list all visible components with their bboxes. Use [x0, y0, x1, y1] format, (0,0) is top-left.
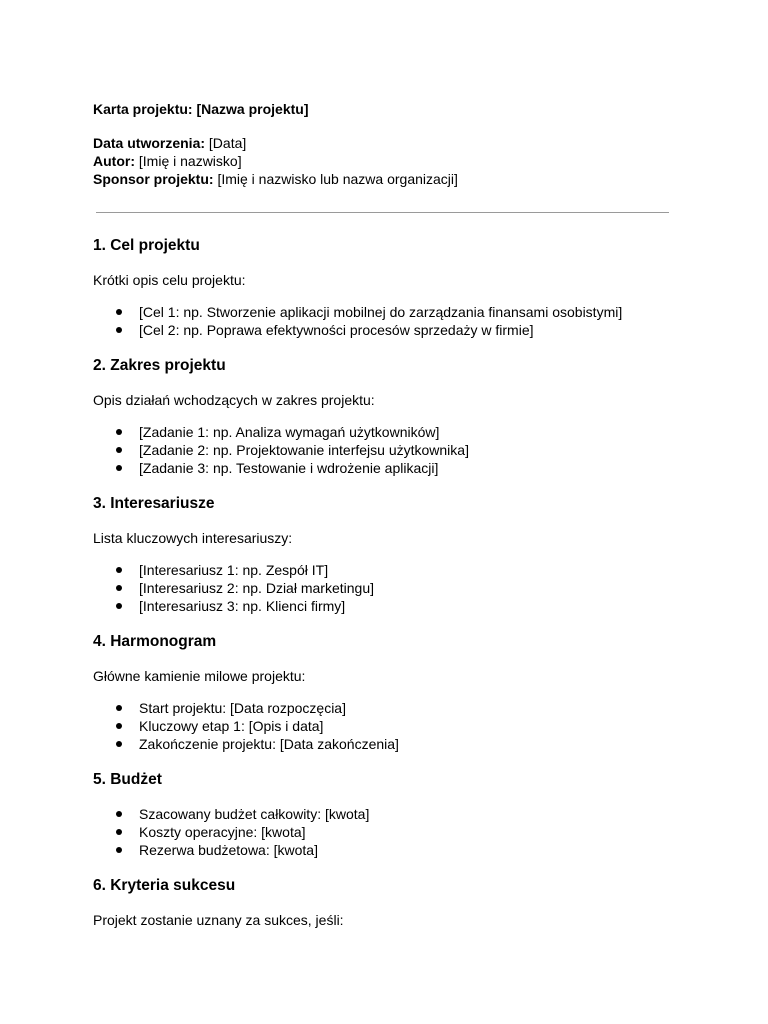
- bullet-icon: [116, 327, 122, 333]
- bullet-icon: [116, 847, 122, 853]
- bullet-icon: [116, 741, 122, 747]
- list-item: Koszty operacyjne: [kwota]: [93, 823, 369, 841]
- section-intro: Opis działań wchodzących w zakres projektu:: [93, 392, 375, 408]
- list-item: [Interesariusz 3: np. Klienci firmy]: [93, 597, 374, 615]
- list-item: [Zadanie 2: np. Projektowanie interfejsu użytkownika]: [93, 441, 469, 459]
- meta-value: [Imię i nazwisko lub nazwa organizacji]: [213, 171, 458, 187]
- bullet-icon: [116, 309, 122, 315]
- section-intro: Projekt zostanie uznany za sukces, jeśli:: [93, 912, 344, 928]
- section-intro: Główne kamienie milowe projektu:: [93, 668, 306, 684]
- list-item: [Zadanie 3: np. Testowanie i wdrożenie aplikacji]: [93, 459, 469, 477]
- bullet-icon: [116, 603, 122, 609]
- section-heading-budget: 5. Budżet: [93, 771, 162, 788]
- stakeholders-list: [93, 561, 374, 615]
- meta-label: Data utworzenia:: [93, 135, 206, 151]
- meta-value: [Data]: [205, 135, 247, 151]
- meta-sponsor: [93, 170, 458, 188]
- goal-list: [93, 303, 622, 339]
- section-heading-goal: 1. Cel projektu: [93, 237, 200, 254]
- section-heading-schedule: 4. Harmonogram: [93, 633, 217, 650]
- bullet-icon: [116, 829, 122, 835]
- bullet-icon: [116, 447, 122, 453]
- list-item: [Interesariusz 1: np. Zespół IT]: [93, 561, 374, 579]
- bullet-icon: [116, 811, 122, 817]
- list-item: [Cel 2: np. Poprawa efektywności procesów sprzedaży w firmie]: [93, 321, 622, 339]
- document-metadata: [93, 134, 458, 188]
- meta-label: Autor:: [93, 153, 135, 169]
- meta-author: [93, 152, 458, 170]
- bullet-icon: [116, 705, 122, 711]
- list-item: Kluczowy etap 1: [Opis i data]: [93, 717, 399, 735]
- bullet-icon: [116, 567, 122, 573]
- budget-list: [93, 805, 369, 859]
- horizontal-divider: [96, 212, 669, 213]
- section-intro: Lista kluczowych interesariuszy:: [93, 530, 293, 546]
- list-item: Zakończenie projektu: [Data zakończenia]: [93, 735, 399, 753]
- section-heading-stakeholders: 3. Interesariusze: [93, 495, 215, 512]
- section-heading-success-criteria: 6. Kryteria sukcesu: [93, 877, 236, 894]
- schedule-list: [93, 699, 399, 753]
- bullet-icon: [116, 723, 122, 729]
- meta-label: Sponsor projektu:: [93, 171, 214, 187]
- meta-value: [Imię i nazwisko]: [135, 153, 242, 169]
- document-title: Karta projektu: [Nazwa projektu]: [93, 101, 309, 117]
- list-item: [Interesariusz 2: np. Dział marketingu]: [93, 579, 374, 597]
- bullet-icon: [116, 465, 122, 471]
- meta-created-date: [93, 134, 458, 152]
- scope-list: [93, 423, 469, 477]
- section-intro: Krótki opis celu projektu:: [93, 272, 246, 288]
- list-item: Start projektu: [Data rozpoczęcia]: [93, 699, 399, 717]
- list-item: Rezerwa budżetowa: [kwota]: [93, 841, 369, 859]
- list-item: [Zadanie 1: np. Analiza wymagań użytkowników]: [93, 423, 469, 441]
- section-heading-scope: 2. Zakres projektu: [93, 357, 226, 374]
- bullet-icon: [116, 429, 122, 435]
- list-item: Szacowany budżet całkowity: [kwota]: [93, 805, 369, 823]
- list-item: [Cel 1: np. Stworzenie aplikacji mobilnej do zarządzania finansami osobistymi]: [93, 303, 622, 321]
- bullet-icon: [116, 585, 122, 591]
